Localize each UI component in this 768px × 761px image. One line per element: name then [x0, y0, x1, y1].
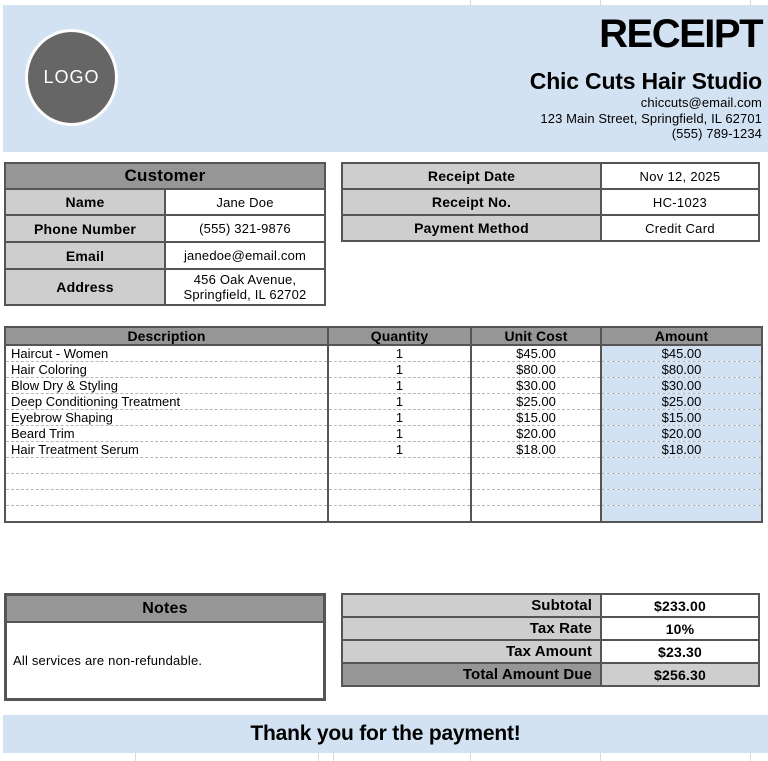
customer-field-value: (555) 321-9876 [165, 215, 325, 242]
receipt-title: RECEIPT [599, 12, 762, 56]
item-unit-cost-empty [471, 506, 601, 522]
item-description-empty [5, 490, 328, 506]
item-amount-empty [601, 474, 762, 490]
gridline [318, 753, 319, 761]
item-row [5, 378, 762, 394]
item-quantity: 1 [328, 345, 471, 362]
item-row [5, 426, 762, 442]
item-description-empty [5, 474, 328, 490]
receipt-info-row [342, 189, 759, 215]
gridline [750, 753, 751, 761]
logo-circle [25, 29, 118, 126]
items-column-header: Description [5, 327, 328, 345]
customer-field-value: Jane Doe [165, 189, 325, 215]
receipt-info-rows [342, 163, 759, 241]
receipt-info-label: Receipt Date [342, 163, 601, 189]
totals-rows [342, 594, 759, 686]
item-unit-cost-empty [471, 458, 601, 474]
gridline [333, 753, 334, 761]
receipt-info-row [342, 215, 759, 241]
totals-label: Subtotal [342, 594, 601, 617]
item-amount: $25.00 [601, 394, 762, 410]
item-row [5, 442, 762, 458]
item-amount: $30.00 [601, 378, 762, 394]
gridline [135, 753, 136, 761]
item-row [5, 345, 762, 362]
item-row [5, 362, 762, 378]
totals-row [342, 663, 759, 686]
item-unit-cost: $20.00 [471, 426, 601, 442]
item-description-empty [5, 458, 328, 474]
totals-value: $23.30 [601, 640, 759, 663]
totals-label: Total Amount Due [342, 663, 601, 686]
customer-field-value: 456 Oak Avenue, Springfield, IL 62702 [165, 269, 325, 305]
item-description: Eyebrow Shaping [5, 410, 328, 426]
item-quantity: 1 [328, 378, 471, 394]
item-quantity-empty [328, 490, 471, 506]
item-quantity-empty [328, 458, 471, 474]
items-column-header: Unit Cost [471, 327, 601, 345]
item-quantity: 1 [328, 394, 471, 410]
item-row-empty [5, 506, 762, 522]
item-description: Hair Treatment Serum [5, 442, 328, 458]
item-amount: $18.00 [601, 442, 762, 458]
business-address: 123 Main Street, Springfield, IL 62701 [540, 110, 762, 126]
items-column-header: Quantity [328, 327, 471, 345]
totals-value: 10% [601, 617, 759, 640]
item-description: Hair Coloring [5, 362, 328, 378]
item-unit-cost: $45.00 [471, 345, 601, 362]
item-quantity-empty [328, 474, 471, 490]
items-rows [5, 345, 762, 522]
customer-field-label: Name [5, 189, 165, 215]
totals-row [342, 640, 759, 663]
totals-label: Tax Rate [342, 617, 601, 640]
item-amount: $80.00 [601, 362, 762, 378]
footer-banner [3, 715, 768, 753]
totals-row [342, 594, 759, 617]
customer-row [5, 242, 325, 269]
customer-header: Customer [5, 163, 325, 189]
items-column-header: Amount [601, 327, 762, 345]
item-quantity-empty [328, 506, 471, 522]
header-right [530, 11, 762, 142]
item-quantity: 1 [328, 410, 471, 426]
receipt-info-value: Credit Card [601, 215, 759, 241]
item-amount-empty [601, 490, 762, 506]
receipt-info-value: Nov 12, 2025 [601, 163, 759, 189]
customer-row [5, 269, 325, 305]
totals-value: $256.30 [601, 663, 759, 686]
item-description: Deep Conditioning Treatment [5, 394, 328, 410]
business-email: chiccuts@email.com [640, 95, 762, 110]
item-unit-cost-empty [471, 474, 601, 490]
customer-field-label: Address [5, 269, 165, 305]
totals-table [341, 593, 760, 687]
totals-row [342, 617, 759, 640]
item-unit-cost: $25.00 [471, 394, 601, 410]
item-unit-cost: $80.00 [471, 362, 601, 378]
customer-row [5, 189, 325, 215]
notes-header: Notes [7, 596, 323, 623]
items-header-row [5, 327, 762, 345]
customer-field-label: Phone Number [5, 215, 165, 242]
totals-label: Tax Amount [342, 640, 601, 663]
customer-field-label: Email [5, 242, 165, 269]
item-description: Blow Dry & Styling [5, 378, 328, 394]
notes-body: All services are non-refundable. [13, 653, 203, 668]
item-unit-cost: $15.00 [471, 410, 601, 426]
item-row [5, 394, 762, 410]
items-table [4, 326, 763, 523]
receipt-info-value: HC-1023 [601, 189, 759, 215]
item-description-empty [5, 506, 328, 522]
receipt-info-label: Receipt No. [342, 189, 601, 215]
item-row-empty [5, 458, 762, 474]
item-unit-cost-empty [471, 490, 601, 506]
item-quantity: 1 [328, 362, 471, 378]
receipt-info-label: Payment Method [342, 215, 601, 241]
customer-table [4, 162, 326, 306]
item-row-empty [5, 490, 762, 506]
item-amount: $15.00 [601, 410, 762, 426]
customer-rows [5, 189, 325, 305]
gridline [470, 753, 471, 761]
item-amount-empty [601, 506, 762, 522]
thank-you-message: Thank you for the payment! [250, 722, 521, 745]
item-amount-empty [601, 458, 762, 474]
item-description: Haircut - Women [5, 345, 328, 362]
item-amount: $20.00 [601, 426, 762, 442]
customer-field-value: janedoe@email.com [165, 242, 325, 269]
item-description: Beard Trim [5, 426, 328, 442]
totals-value: $233.00 [601, 594, 759, 617]
customer-row [5, 215, 325, 242]
item-quantity: 1 [328, 442, 471, 458]
notes-panel [4, 593, 326, 701]
receipt-info-row [342, 163, 759, 189]
business-name: Chic Cuts Hair Studio [529, 68, 762, 94]
item-amount: $45.00 [601, 345, 762, 362]
logo-text: LOGO [43, 67, 100, 87]
customer-header-row [5, 163, 325, 189]
business-phone: (555) 789-1234 [671, 126, 762, 141]
item-row-empty [5, 474, 762, 490]
gridline [600, 753, 601, 761]
item-quantity: 1 [328, 426, 471, 442]
item-unit-cost: $18.00 [471, 442, 601, 458]
item-unit-cost: $30.00 [471, 378, 601, 394]
header-band [3, 5, 768, 152]
item-row [5, 410, 762, 426]
receipt-info-table [341, 162, 760, 242]
